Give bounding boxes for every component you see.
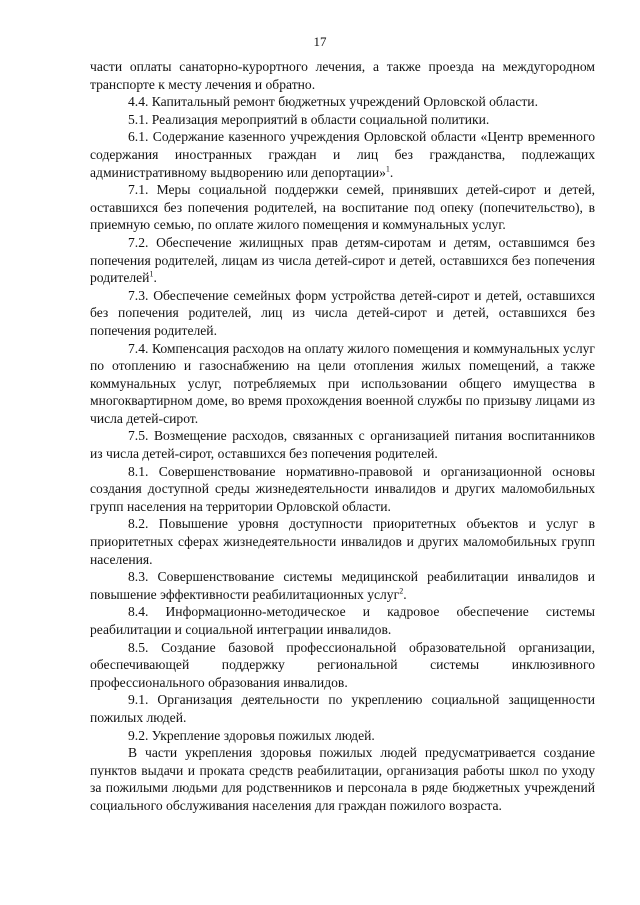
paragraph-text: 8.3. Совершенствование системы медицинской реабилитации инвалидов и повышение эффективности реабилитационных услуг [90, 569, 595, 602]
footnote-ref: 2 [399, 586, 404, 596]
document-body [90, 58, 595, 815]
paragraph-9-1 [90, 691, 595, 726]
paragraph-7-1 [90, 181, 595, 234]
paragraph-6-1 [90, 128, 595, 181]
paragraph-text: 7.3. Обеспечение семейных форм устройства детей-сирот и детей, оставшихся без попечения родителей, лиц из числа детей-сирот и детей, оставшихся без попечения родителей. [90, 287, 595, 338]
paragraph-text: 5.1. Реализация мероприятий в области социальной политики. [128, 111, 490, 127]
paragraph-8-3 [90, 568, 595, 603]
paragraph-text: 9.1. Организация деятельности по укреплению социальной защищенности пожилых людей. [90, 692, 595, 725]
paragraph-text: 9.2. Укрепление здоровья пожилых людей. [128, 727, 375, 743]
paragraph-7-5 [90, 427, 595, 462]
footnote-ref: 1 [149, 269, 154, 279]
paragraph-text: 7.4. Компенсация расходов на оплату жилого помещения и коммунальных услуг по отоплению и газоснабжению на цели отопления жилых помещений, а также коммунальных услуг, потребляемых при использовании общего имущества в многоквартирном доме, во время прохождения военной службы по призыву лицами из числа детей-сирот. [90, 340, 595, 426]
paragraph-text: 4.4. Капитальный ремонт бюджетных учреждений Орловской области. [128, 94, 538, 110]
paragraph-text: 7.5. Возмещение расходов, связанных с организацией питания воспитанников из числа детей-сирот, оставшихся без попечения родителей. [90, 428, 595, 462]
paragraph-9-2 [90, 727, 595, 745]
paragraph-elderly-health [90, 744, 595, 814]
paragraph-text: 8.4. Информационно-методическое и кадровое обеспечение системы реабилитации и социальной интеграции инвалидов. [90, 604, 595, 637]
paragraph-7-2 [90, 234, 595, 287]
paragraph-5-1 [90, 111, 595, 129]
paragraph-tail: . [403, 586, 407, 602]
footnote-ref: 1 [385, 164, 390, 174]
paragraph-tail: . [389, 164, 394, 180]
paragraph-text: 7.1. Меры социальной поддержки семей, принявших детей-сирот и детей, оставшихся без попечения родителей, на воспитание под опеку (попечительство), в приемную семью, по оплате жилого помещения и коммунальных услуг. [90, 182, 595, 233]
paragraph-8-4 [90, 603, 595, 638]
paragraph-8-5 [90, 639, 595, 692]
paragraph-7-3 [90, 287, 595, 340]
paragraph-tail: . [153, 270, 157, 286]
paragraph-text: 6.1. Содержание казенного учреждения Орловской области «Центр временного содержания иностранных граждан и лиц без гражданства, подлежащих административному выдворению или депортации» [90, 129, 595, 180]
paragraph-4-4 [90, 93, 595, 111]
paragraph-continuation [90, 58, 595, 93]
paragraph-text: 8.1. Совершенствование нормативно-правовой и организационной основы создания доступной среды жизнедеятельности инвалидов и других маломобильных групп населения на территории Орловской области. [90, 463, 595, 514]
paragraph-text: части оплаты санаторно-курортного лечения, а также проезда на междугородном транспорте к месту лечения и обратно. [90, 59, 595, 92]
paragraph-text: 7.2. Обеспечение жилищных прав детям-сиротам и детям, оставшимся без попечения родителей, лицам из числа детей-сирот и детей, оставшихся без попечения родителей [90, 234, 595, 286]
paragraph-7-4 [90, 340, 595, 428]
page-number: 17 [313, 34, 327, 49]
paragraph-text: 8.2. Повышение уровня доступности приоритетных объектов и услуг в приоритетных сферах жизнедеятельности инвалидов и других маломобильных групп населения. [90, 516, 595, 567]
paragraph-8-2 [90, 515, 595, 568]
paragraph-8-1 [90, 463, 595, 516]
paragraph-text: 8.5. Создание базовой профессиональной образовательной организации, обеспечивающей поддержку региональной системы инклюзивного профессионального образования инвалидов. [90, 639, 595, 690]
paragraph-text: В части укрепления здоровья пожилых людей предусматривается создание пунктов выдачи и проката средств реабилитации, организация работы школ по уходу за пожилыми людьми для родственников и персонала в ряде бюджетных учреждений социального обслуживания населения для граждан пожилого возраста. [90, 745, 595, 813]
